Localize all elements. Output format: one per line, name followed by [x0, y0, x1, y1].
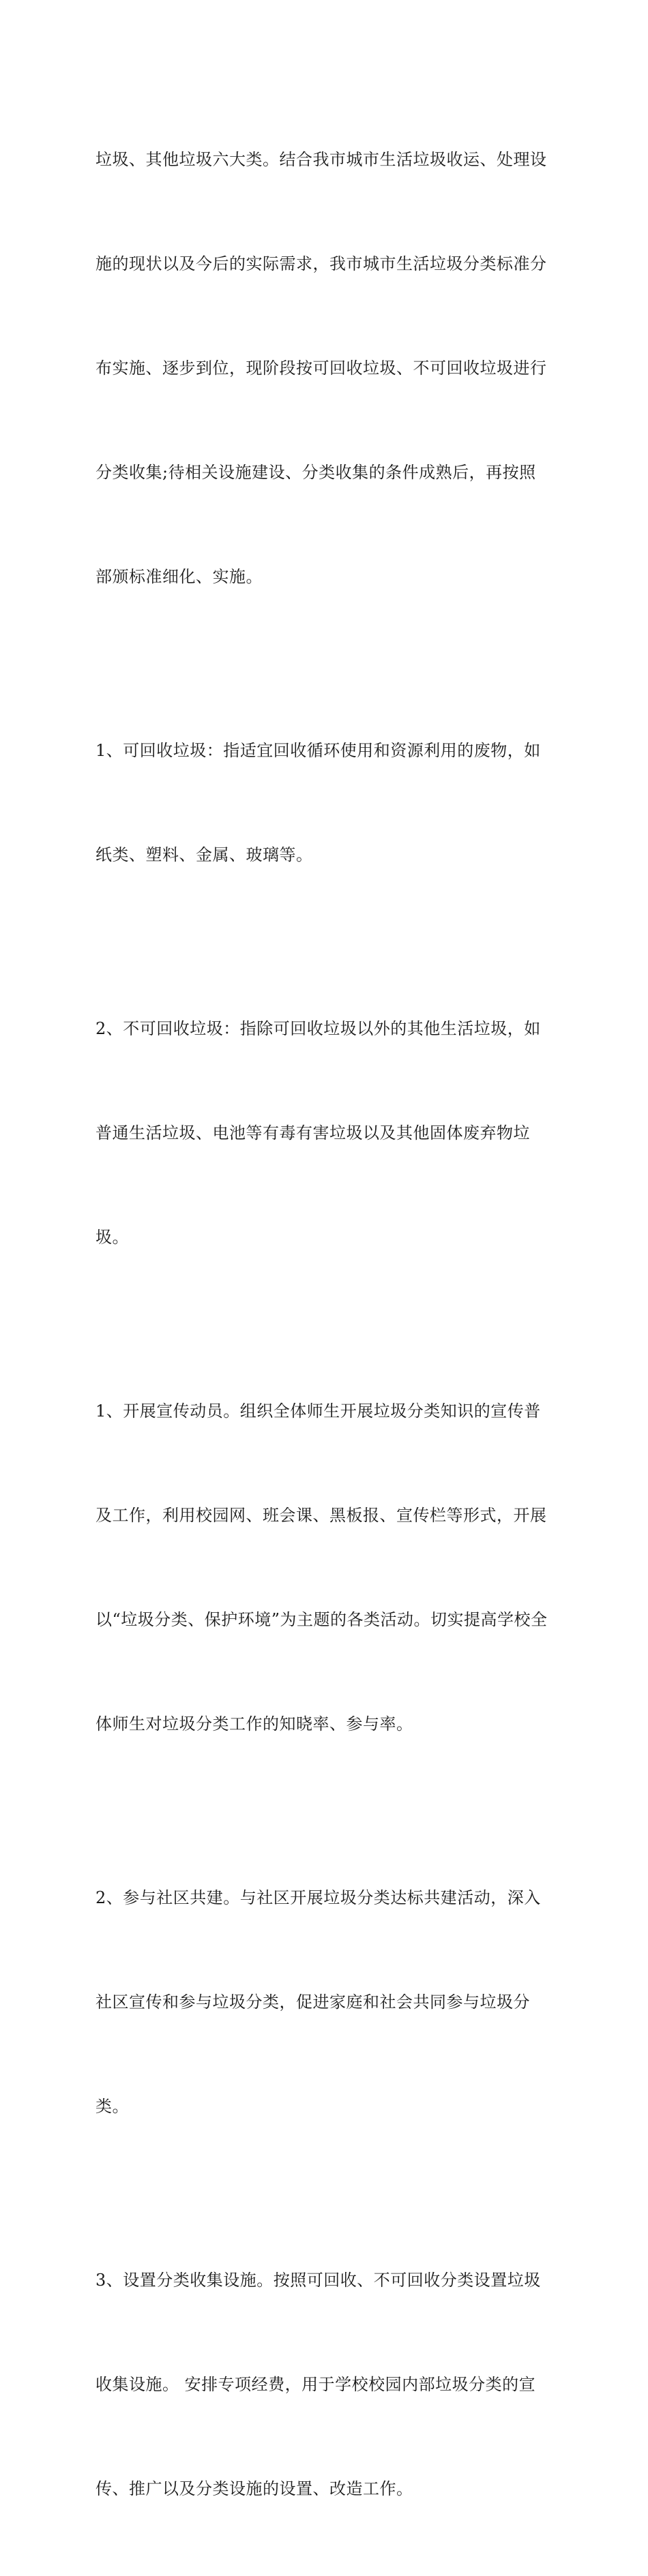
text-line: 纸类、塑料、金属、玻璃等。: [95, 845, 313, 864]
paragraph-recyclable: [95, 664, 559, 942]
paragraph-publicity: [95, 1324, 559, 1811]
text-line: 2、不可回收垃圾：指除可回收垃圾以外的其他生活垃圾，如: [95, 1019, 541, 1038]
text-line: 收集设施。 安排专项经费，用于学校校园内部垃圾分类的宣: [95, 2375, 536, 2394]
paragraph-community: [95, 1811, 559, 2194]
text-line: 分类收集;待相关设施建设、分类收集的条件成熟后，再按照: [95, 463, 536, 482]
text-line: 圾。: [95, 1228, 129, 1247]
text-line: 类。: [95, 2097, 129, 2116]
text-line: 部颁标准细化、实施。: [95, 567, 263, 586]
text-line: 1、可回收垃圾：指适宜回收循环使用和资源利用的废物，如: [95, 741, 541, 760]
text-line: 1、开展宣传动员。组织全体师生开展垃圾分类知识的宣传普: [95, 1401, 541, 1421]
paragraph-intro: [95, 73, 559, 664]
text-line: 垃圾、其他垃圾六大类。结合我市城市生活垃圾收运、处理设: [95, 150, 547, 169]
document-body: [95, 73, 559, 2576]
paragraph-facilities: [95, 2194, 559, 2576]
text-line: 传、推广以及分类设施的设置、改造工作。: [95, 2479, 413, 2498]
text-line: 体师生对垃圾分类工作的知晓率、参与率。: [95, 1714, 413, 1733]
text-line: 以“垃圾分类、保护环境”为主题的各类活动。切实提高学校全: [95, 1610, 548, 1629]
text-line: 3、设置分类收集设施。按照可回收、不可回收分类设置垃圾: [95, 2271, 541, 2290]
paragraph-non-recyclable: [95, 942, 559, 1324]
text-line: 社区宣传和参与垃圾分类，促进家庭和社会共同参与垃圾分: [95, 1992, 530, 2012]
text-line: 布实施、逐步到位，现阶段按可回收垃圾、不可回收垃圾进行: [95, 359, 547, 378]
text-line: 施的现状以及今后的实际需求，我市城市生活垃圾分类标准分: [95, 254, 547, 273]
text-line: 普通生活垃圾、电池等有毒有害垃圾以及其他固体废弃物垃: [95, 1123, 530, 1142]
text-line: 2、参与社区共建。与社区开展垃圾分类达标共建活动，深入: [95, 1888, 541, 1907]
text-line: 及工作，利用校园网、班会课、黑板报、宣传栏等形式，开展: [95, 1506, 547, 1525]
